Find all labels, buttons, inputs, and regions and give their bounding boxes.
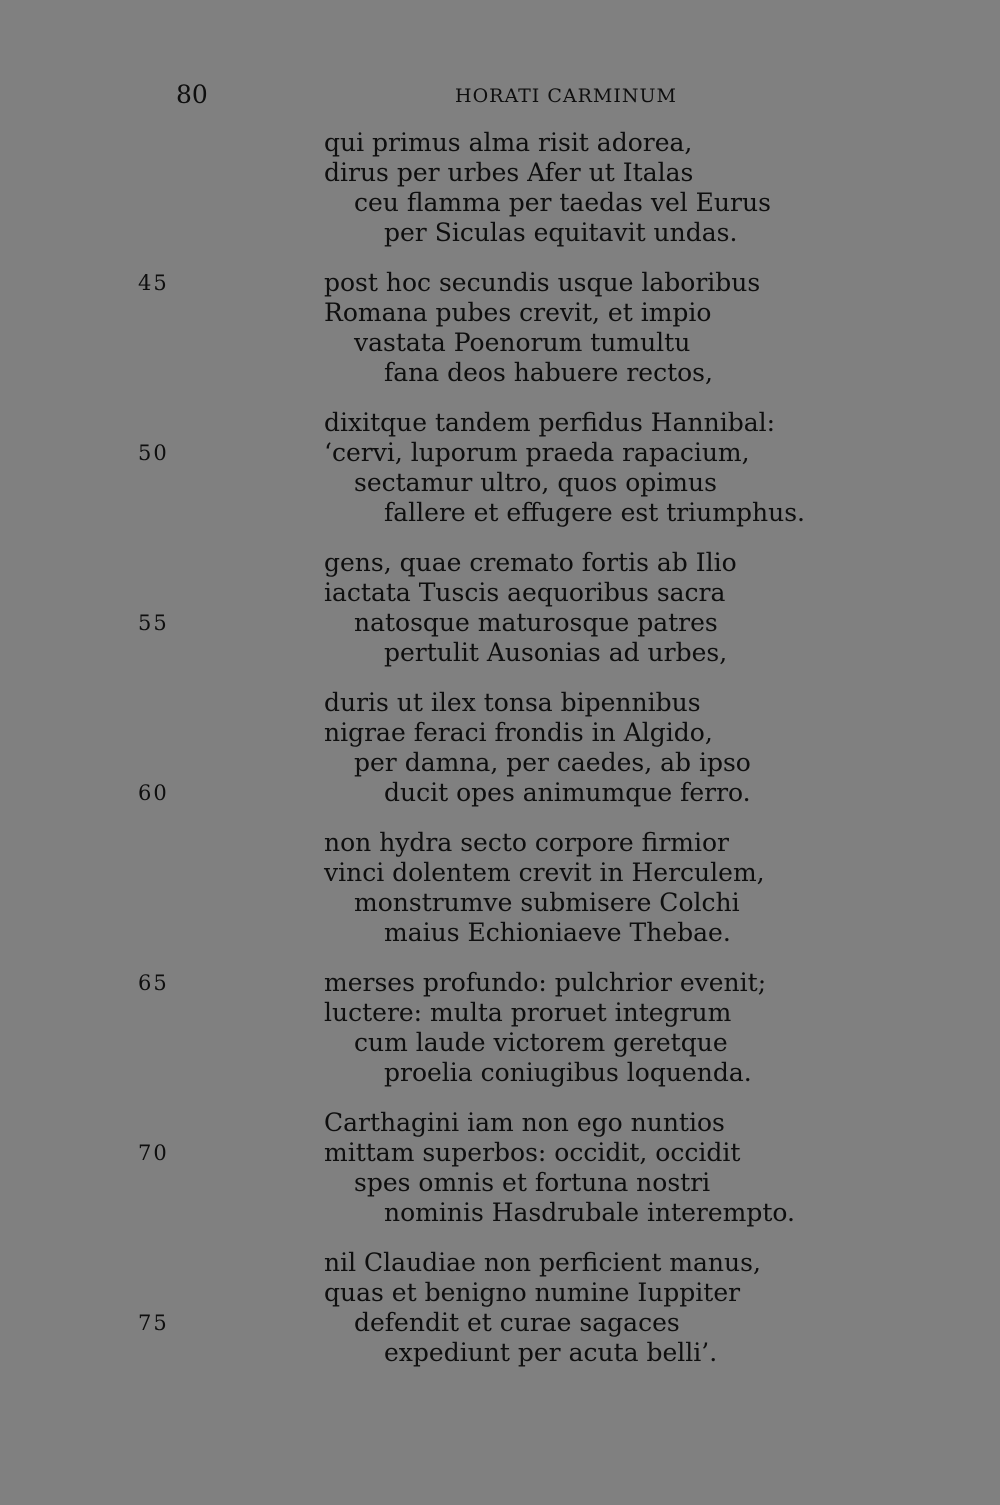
verse-line: sectamur ultro, quos opimus [354, 468, 717, 497]
verse-line: natosque maturosque patres [354, 608, 718, 637]
verse-line: vastata Poenorum tumultu [354, 328, 691, 357]
verse-line: monstrumve submisere Colchi [354, 888, 740, 917]
verse-line: post hoc secundis usque laboribus [324, 268, 761, 297]
verse-line: expediunt per acuta belli’. [384, 1338, 718, 1367]
verse-line: Romana pubes crevit, et impio [324, 298, 712, 327]
stanza [0, 828, 1000, 968]
verse-line: ducit opes animumque ferro. [384, 778, 751, 807]
stanza [0, 1248, 1000, 1388]
line-number: 60 [138, 781, 169, 805]
verse-line: per damna, per caedes, ab ipso [354, 748, 751, 777]
verse-line: merses profundo: pulchrior evenit; [324, 968, 767, 997]
verse-line: cum laude victorem geretque [354, 1028, 728, 1057]
verse-line: qui primus alma risit adorea, [324, 128, 693, 157]
line-number: 45 [138, 271, 169, 295]
verse-line: Carthagini iam non ego nuntios [324, 1108, 725, 1137]
verse-line: pertulit Ausonias ad urbes, [384, 638, 728, 667]
verse-line: fana deos habuere rectos, [384, 358, 713, 387]
verse-line: gens, quae cremato fortis ab Ilio [324, 548, 737, 577]
line-number: 50 [138, 441, 169, 465]
verse-line: nigrae feraci frondis in Algido, [324, 718, 713, 747]
verse-line: dixitque tandem perfidus Hannibal: [324, 408, 776, 437]
verse-line: non hydra secto corpore firmior [324, 828, 729, 857]
verse-line: spes omnis et fortuna nostri [354, 1168, 711, 1197]
stanza [0, 128, 1000, 268]
verse-line: ceu flamma per taedas vel Eurus [354, 188, 771, 217]
verse-line: fallere et effugere est triumphus. [384, 498, 805, 527]
line-number: 55 [138, 611, 169, 635]
line-number: 75 [138, 1311, 169, 1335]
running-head [0, 78, 1000, 112]
verse-line: defendit et curae sagaces [354, 1308, 680, 1337]
stanza [0, 1108, 1000, 1248]
verse-line: quas et benigno numine Iuppiter [324, 1278, 741, 1307]
verse-line: dirus per urbes Afer ut Italas [324, 158, 694, 187]
verse-line: ‘cervi, luporum praeda rapacium, [324, 438, 750, 467]
verse-line: per Siculas equitavit undas. [384, 218, 738, 247]
verse-line: luctere: multa proruet integrum [324, 998, 732, 1027]
stanza [0, 408, 1000, 548]
verse-line: vinci dolentem crevit in Herculem, [324, 858, 765, 887]
stanza [0, 268, 1000, 408]
verse-line: proelia coniugibus loquenda. [384, 1058, 752, 1087]
verse-line: nil Claudiae non perficient manus, [324, 1248, 761, 1277]
stanza [0, 968, 1000, 1108]
stanza [0, 688, 1000, 828]
stanza [0, 548, 1000, 688]
page-number: 80 [176, 80, 208, 109]
verse-line: nominis Hasdrubale interempto. [384, 1198, 795, 1227]
verse-line: maius Echioniaeve Thebae. [384, 918, 731, 947]
line-number: 65 [138, 971, 169, 995]
line-number: 70 [138, 1141, 169, 1165]
verse-line: mittam superbos: occidit, occidit [324, 1138, 741, 1167]
running-title: HORATI CARMINUM [455, 85, 677, 107]
verse-line: duris ut ilex tonsa bipennibus [324, 688, 701, 717]
poem-text [0, 128, 1000, 1388]
verse-line: iactata Tuscis aequoribus sacra [324, 578, 726, 607]
